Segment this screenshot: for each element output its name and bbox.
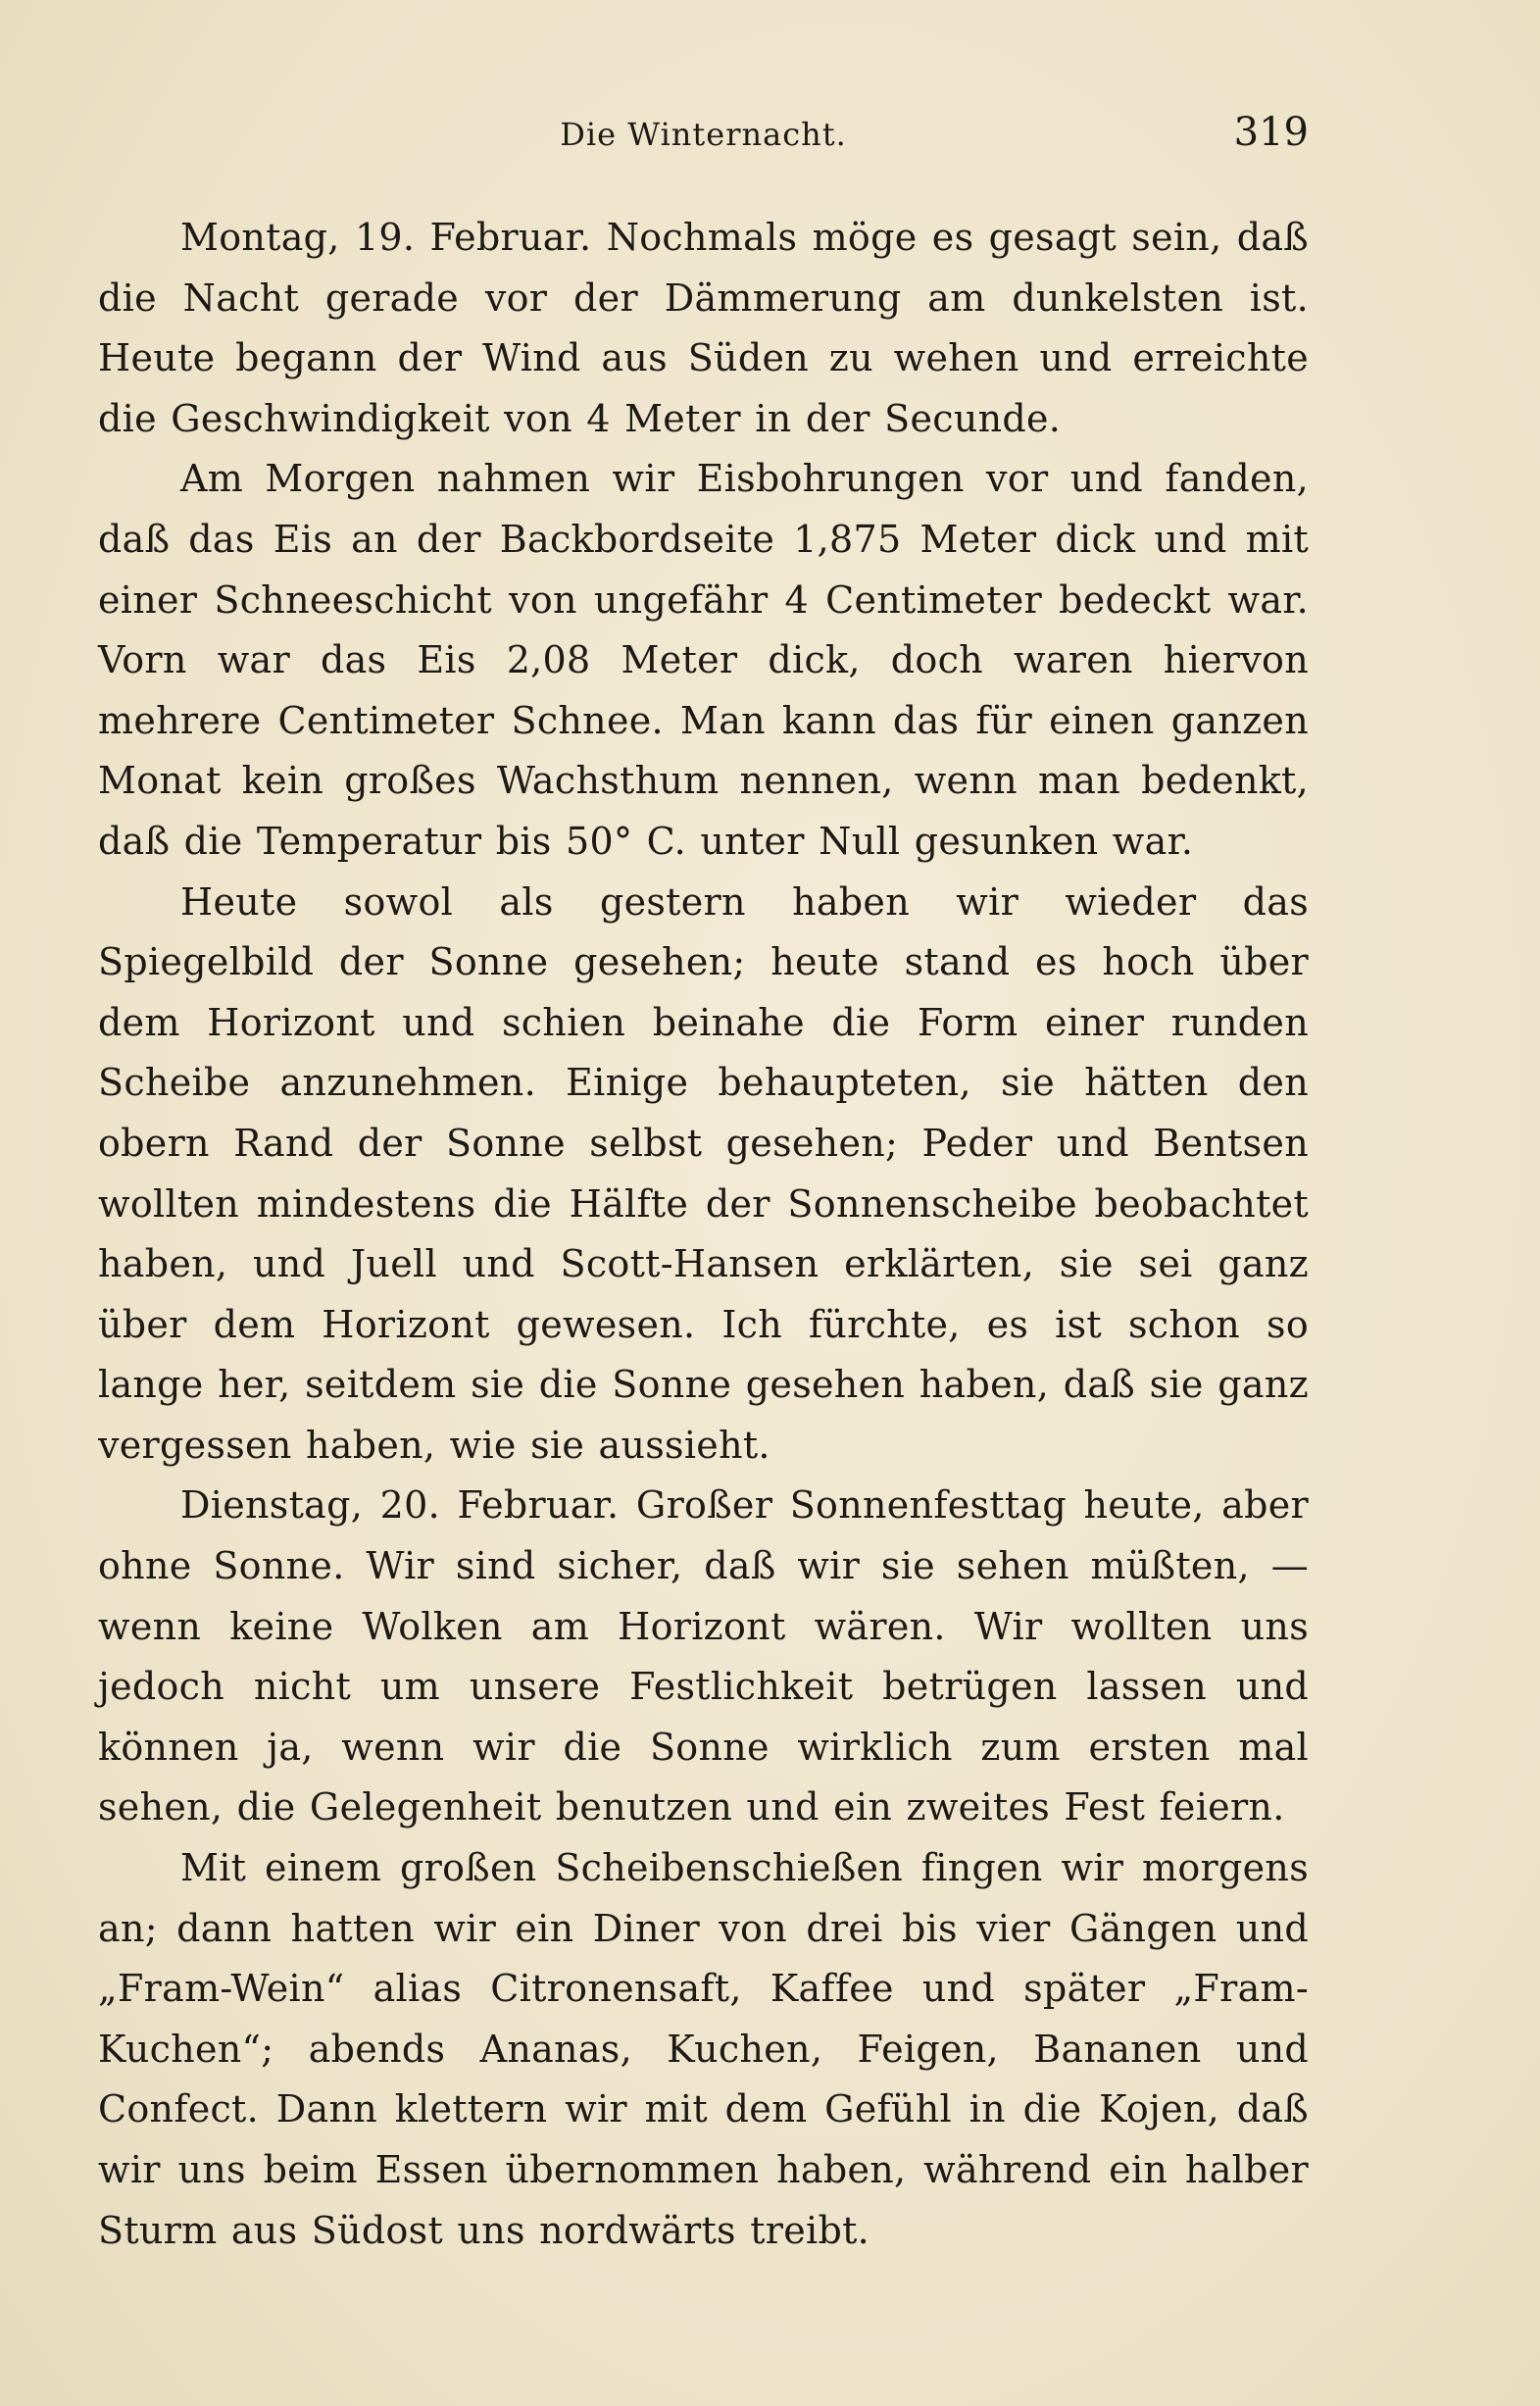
paragraph-monday-entry: Montag, 19. Februar. Nochmals möge es gesagt sein, daß die Nacht gerade vor der Dämmerung am dunkelsten ist. Heute begann der Wind aus Süden zu wehen und erreichte die Geschwindigkeit von 4 Meter in der Secunde. xyxy=(98,216,1309,440)
paragraph-ice-boring: Am Morgen nahmen wir Eisbohrungen vor und fanden, daß das Eis an der Backbordseite 1,875 Meter dick und mit einer Schneeschicht von ungefähr 4 Centimeter bedeckt war. Vorn war das Eis 2,08 Meter dick, doch waren hiervon mehrere Centimeter Schnee. Man kann das für einen ganzen Monat kein großes Wachsthum nennen, wenn man bedenkt, daß die Temperatur bis 50° C. unter Null gesunken war. xyxy=(98,457,1309,863)
paragraph-tuesday-entry: Dienstag, 20. Februar. Großer Sonnenfesttag heute, aber ohne Sonne. Wir sind sicher, daß wir sie sehen müßten, — wenn keine Wolken am Horizont wären. Wir wollten uns jedoch nicht um unsere Festlichkeit betrügen lassen und können ja, wenn wir die Sonne wirklich zum ersten mal sehen, die Gelegenheit benutzen und ein zweites Fest feiern. xyxy=(98,1483,1309,1830)
page-number: 319 xyxy=(1233,110,1309,155)
running-title: Die Winternacht. xyxy=(560,116,847,153)
running-head xyxy=(98,110,1309,175)
paragraph-celebration: Mit einem großen Scheibenschießen fingen wir morgens an; dann hatten wir ein Diner von drei bis vier Gängen und „Fram-Wein“ alias Citronensaft, Kaffee und später „Fram-Kuchen“; abends Ananas, Kuchen, Feigen, Bananen und Confect. Dann klettern wir mit dem Gefühl in die Kojen, daß wir uns beim Essen übernommen haben, während ein halber Sturm aus Südost uns nordwärts treibt. xyxy=(98,1846,1309,2252)
body-text xyxy=(98,208,1309,2261)
paragraph-sun-reflection: Heute sowol als gestern haben wir wieder das Spiegelbild der Sonne gesehen; heute stand es hoch über dem Horizont und schien beinahe die Form einer runden Scheibe anzunehmen. Einige behaupteten, sie hätten den obern Rand der Sonne selbst gesehen; Peder und Bentsen wollten mindestens die Hälfte der Sonnenscheibe beobachtet haben, und Juell und Scott-Hansen erklärten, sie sei ganz über dem Horizont gewesen. Ich fürchte, es ist schon so lange her, seitdem sie die Sonne gesehen haben, daß sie ganz vergessen haben, wie sie aussieht. xyxy=(98,879,1309,1467)
